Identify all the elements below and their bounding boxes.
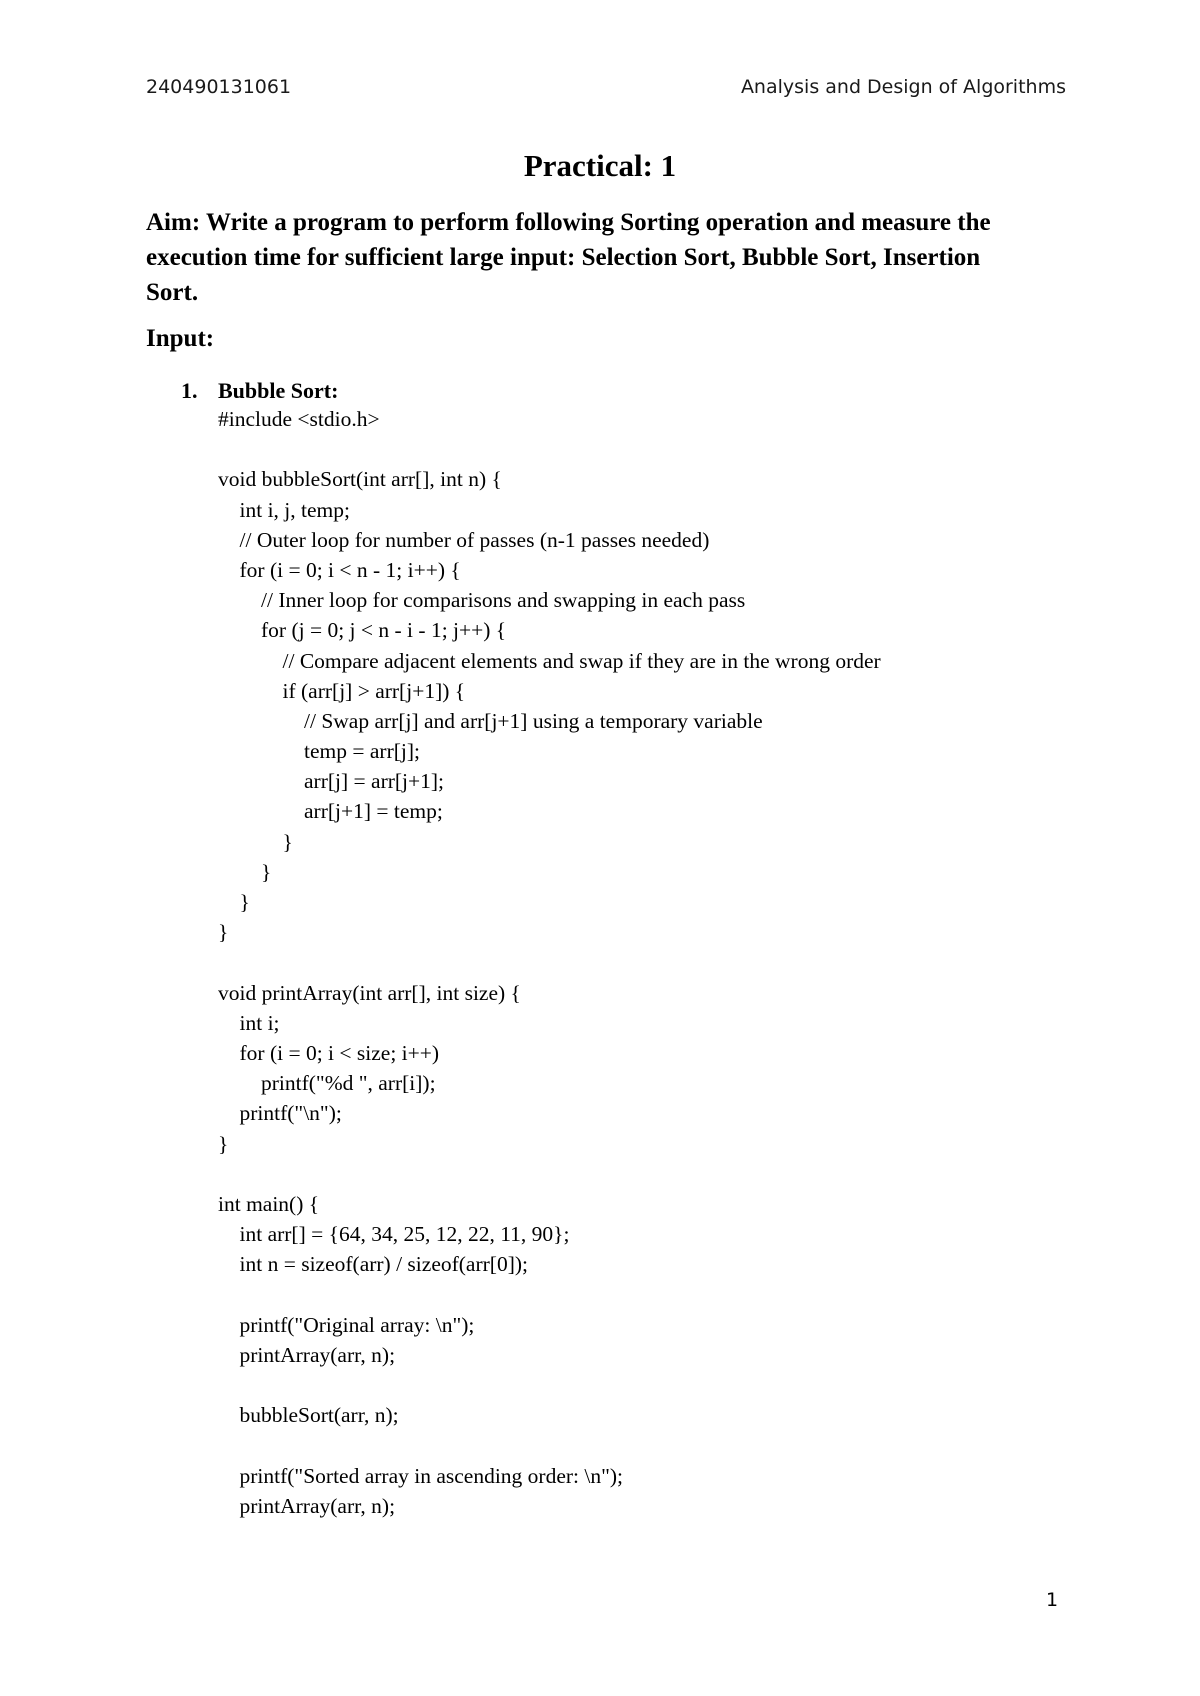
code-line: for (i = 0; i < n - 1; i++) { bbox=[218, 557, 461, 582]
code-line: printArray(arr, n); bbox=[218, 1342, 396, 1367]
header-student-id: 240490131061 bbox=[146, 76, 292, 98]
code-line: int arr[] = {64, 34, 25, 12, 22, 11, 90}; bbox=[218, 1222, 570, 1247]
code-line: int n = sizeof(arr) / sizeof(arr[0]); bbox=[218, 1252, 528, 1277]
code-line bbox=[218, 434, 881, 464]
page-title: Practical: 1 bbox=[523, 148, 677, 183]
code-line: // Compare adjacent elements and swap if they are in the wrong order bbox=[218, 648, 881, 673]
code-line: for (j = 0; j < n - i - 1; j++) { bbox=[218, 618, 507, 643]
code-block bbox=[218, 404, 881, 1521]
code-line: // Outer loop for number of passes (n-1 passes needed) bbox=[218, 527, 710, 552]
aim-statement: Aim: Write a program to perform following Sorting operation and measure the execution time for sufficient large input: Selection Sort, Bubble Sort, Insertion Sort. bbox=[146, 209, 991, 306]
section-title: Bubble Sort: bbox=[218, 378, 339, 403]
code-line: temp = arr[j]; bbox=[218, 739, 420, 764]
code-line: printf("Original array: \n"); bbox=[218, 1312, 475, 1337]
code-line: // Inner loop for comparisons and swapping in each pass bbox=[218, 588, 746, 613]
code-line bbox=[218, 1370, 881, 1400]
code-line: } bbox=[218, 920, 229, 945]
code-line: // Swap arr[j] and arr[j+1] using a temporary variable bbox=[218, 708, 763, 733]
page-number: 1 bbox=[1046, 1589, 1059, 1611]
code-line: void printArray(int arr[], int size) { bbox=[218, 980, 521, 1005]
input-heading: Input: bbox=[146, 325, 215, 352]
code-line: for (i = 0; i < size; i++) bbox=[218, 1040, 440, 1065]
code-line: arr[j+1] = temp; bbox=[218, 799, 443, 824]
code-line: printf("\n"); bbox=[218, 1101, 342, 1126]
code-line: printf("%d ", arr[i]); bbox=[218, 1071, 436, 1096]
code-line: printArray(arr, n); bbox=[218, 1493, 396, 1518]
code-line bbox=[218, 1159, 881, 1189]
code-line: } bbox=[218, 859, 272, 884]
code-line: int main() { bbox=[218, 1191, 320, 1216]
code-line: printf("Sorted array in ascending order: \n"); bbox=[218, 1463, 624, 1488]
code-line bbox=[218, 1430, 881, 1460]
code-line: } bbox=[218, 890, 250, 914]
list-item-number: 1. bbox=[181, 378, 198, 403]
code-line: int i, j, temp; bbox=[218, 497, 350, 522]
code-line: #include <stdio.h> bbox=[218, 407, 380, 431]
code-line: int i; bbox=[218, 1010, 280, 1035]
code-line bbox=[218, 1279, 881, 1309]
code-line: } bbox=[218, 1131, 229, 1156]
code-line: } bbox=[218, 829, 293, 854]
header-course-title: Analysis and Design of Algorithms bbox=[740, 76, 1066, 98]
code-line: arr[j] = arr[j+1]; bbox=[218, 769, 445, 794]
code-line: if (arr[j] > arr[j+1]) { bbox=[218, 678, 466, 703]
code-line bbox=[218, 947, 881, 977]
code-line: bubbleSort(arr, n); bbox=[218, 1403, 399, 1428]
code-line: void bubbleSort(int arr[], int n) { bbox=[218, 467, 502, 492]
